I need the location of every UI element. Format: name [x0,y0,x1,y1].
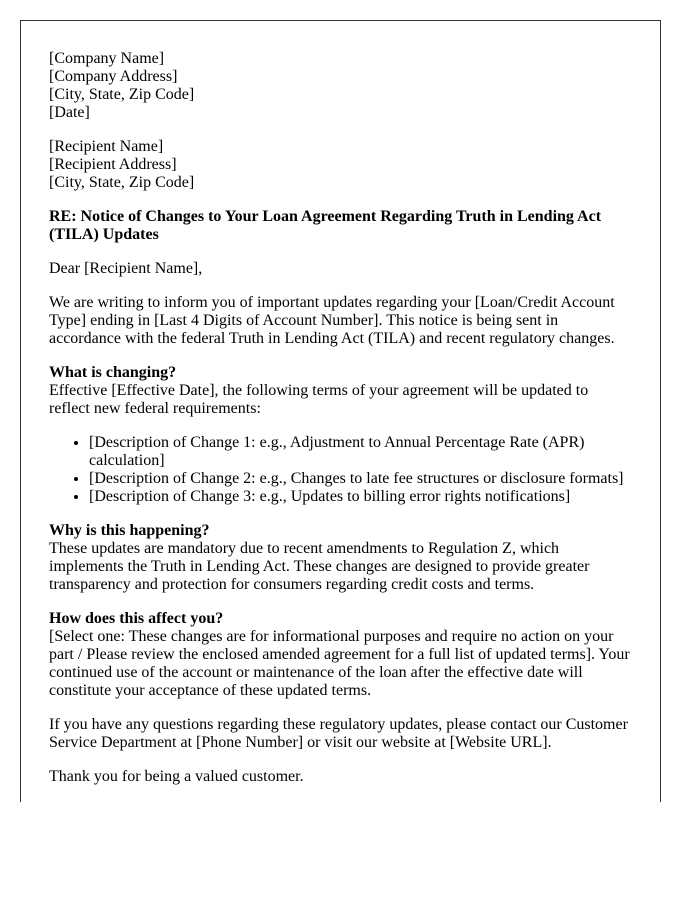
salutation: Dear [Recipient Name], [49,260,203,277]
change-item: • [Description of Change 3: e.g., Updates to billing error rights notifications] [89,488,632,506]
sender-block [49,50,632,122]
why-happening-text: These updates are mandatory due to recent amendments to Regulation Z, which implements the Truth in Lending Act. These changes are designed to provide greater transparency and protection for consumers regarding credit costs and terms. [49,540,590,593]
letter-date: [Date] [49,104,90,121]
how-affect-text: [Select one: These changes are for informational purposes and require no action on your part / Please review the enclosed amended agreement for a full list of updated terms]. Your continued use of the account or maintenance of the loan after the effective date will constitute your acceptance of these updated terms. [49,628,630,699]
change-item: • [Description of Change 2: e.g., Changes to late fee structures or disclosure formats] [89,470,632,488]
how-affect-heading: How does this affect you? [49,610,224,627]
contact-paragraph: If you have any questions regarding these regulatory updates, please contact our Customer Service Department at [Phone Number] or visit our website at [Website URL]. [49,716,628,751]
intro-paragraph: We are writing to inform you of important updates regarding your [Loan/Credit Account Type] ending in [Last 4 Digits of Account Number]. This notice is being sent in accordance with the federal Truth in Lending Act (TILA) and recent regulatory changes. [49,294,615,347]
subject-line: RE: Notice of Changes to Your Loan Agreement Regarding Truth in Lending Act (TILA) Updates [49,208,602,243]
why-happening-heading: Why is this happening? [49,522,210,539]
company-name: [Company Name] [49,50,165,67]
recipient-name: [Recipient Name] [49,138,164,155]
company-city-state-zip: [City, State, Zip Code] [49,86,195,103]
change-item: • [Description of Change 1: e.g., Adjustment to Annual Percentage Rate (APR) calculation] [89,434,632,470]
what-changing-heading: What is changing? [49,364,177,381]
recipient-address: [Recipient Address] [49,156,177,173]
what-changing-text: Effective [Effective Date], the following terms of your agreement will be updated to reflect new federal requirements: [49,382,589,417]
changes-list [49,434,632,506]
company-address: [Company Address] [49,68,178,85]
recipient-city-state-zip: [City, State, Zip Code] [49,174,195,191]
letter-page [20,20,661,802]
closing-paragraph: Thank you for being a valued customer. [49,768,304,785]
recipient-block [49,138,632,192]
